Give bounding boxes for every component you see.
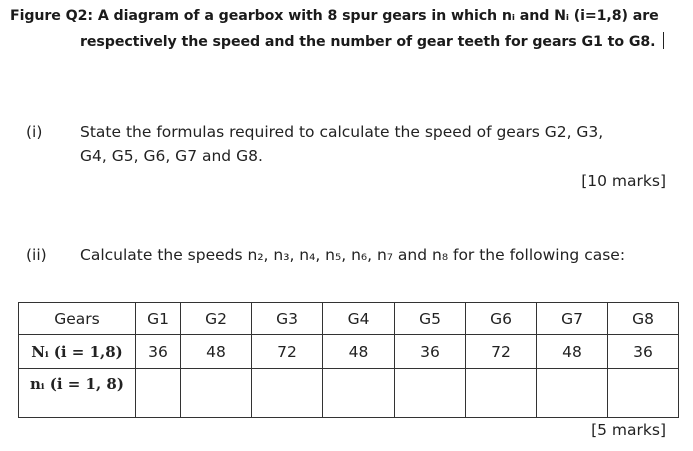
speed-cell-g4[interactable] <box>323 369 395 418</box>
question-ii-marks: [5 marks] <box>591 421 666 439</box>
gear-table <box>18 302 679 418</box>
table-row-speeds <box>19 369 679 418</box>
question-ii-text: Calculate the speeds n₂, n₃, n₄, n₅, n₆, n₇ and n₈ for the following case: <box>80 246 626 264</box>
table-cell: 36 <box>608 335 679 369</box>
table-cell: 72 <box>466 335 537 369</box>
caption-line-2-text: respectively the speed and the number of gear teeth for gears G1 to G8. <box>80 34 656 50</box>
table-row-teeth <box>19 335 679 369</box>
text-cursor <box>663 32 664 49</box>
table-header-cell: G3 <box>252 303 323 335</box>
speed-cell-g5[interactable] <box>395 369 466 418</box>
speed-cell-g3[interactable] <box>252 369 323 418</box>
question-i-marks: [10 marks] <box>581 172 666 190</box>
question-i-line-1: State the formulas required to calculate the speed of gears G2, G3, <box>80 123 604 141</box>
table-cell: 48 <box>323 335 395 369</box>
table-cell: 72 <box>252 335 323 369</box>
table-cell: 48 <box>537 335 608 369</box>
table-header-cell: G7 <box>537 303 608 335</box>
speed-cell-g2[interactable] <box>181 369 252 418</box>
table-header-cell: G1 <box>136 303 181 335</box>
figure-caption-line-2 <box>80 32 664 50</box>
speed-cell-g7[interactable] <box>537 369 608 418</box>
table-header-cell: G4 <box>323 303 395 335</box>
table-cell: 36 <box>136 335 181 369</box>
figure-caption-line-1: Figure Q2: A diagram of a gearbox with 8 spur gears in which nᵢ and Nᵢ (i=1,8) are <box>10 8 659 24</box>
table-header-cell: G8 <box>608 303 679 335</box>
table-header-row <box>19 303 679 335</box>
table-header-cell: G5 <box>395 303 466 335</box>
table-header-cell: G2 <box>181 303 252 335</box>
speed-cell-g8[interactable] <box>608 369 679 418</box>
speed-row-label: nᵢ (i = 1, 8) <box>19 369 136 418</box>
table-cell: 48 <box>181 335 252 369</box>
question-ii-number: (ii) <box>26 246 47 264</box>
table-header-cell: Gears <box>19 303 136 335</box>
question-i-number: (i) <box>26 123 43 141</box>
speed-cell-g6[interactable] <box>466 369 537 418</box>
table-header-cell: G6 <box>466 303 537 335</box>
table-cell: 36 <box>395 335 466 369</box>
teeth-row-label: Nᵢ (i = 1,8) <box>19 335 136 369</box>
question-i-line-2: G4, G5, G6, G7 and G8. <box>80 147 263 165</box>
speed-cell-g1[interactable] <box>136 369 181 418</box>
